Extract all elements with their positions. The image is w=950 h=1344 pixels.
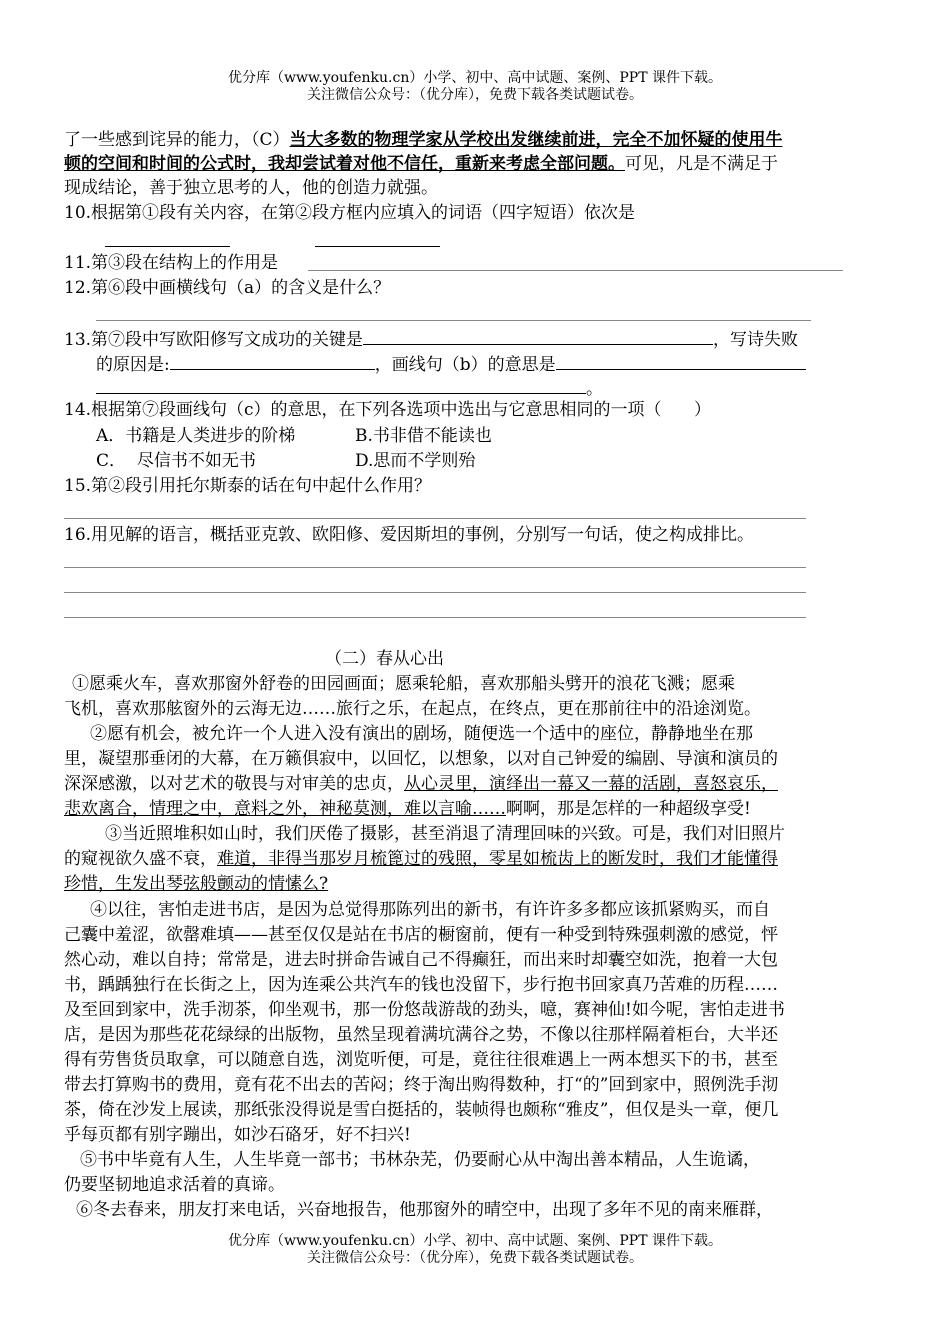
paragraph-line: 得有劳售货员取拿，可以随意自选，浏览听便，可是，竟往往很难遇上一两本想买下的书，甚至 [64, 1050, 778, 1070]
paragraph-line: ③当近照堆积如山时，我们厌倦了摄影，甚至消退了清理回味的兴致。可是，我们对旧照片 [105, 824, 785, 844]
footer-line-2: 关注微信公众号：（优分库），免费下载各类试题试卷。 [307, 1250, 643, 1266]
header-line-2: 关注微信公众号：（优分库），免费下载各类试题试卷。 [307, 87, 643, 103]
paragraph-line: 仍要坚韧地追求活着的真谛。 [64, 1175, 285, 1195]
paragraph-line: 乎每页都有别字蹦出，如沙石硌牙，好不扫兴! [64, 1125, 411, 1145]
footer-line-1: 优分库（www.youfenku.cn）小学、初中、高中试题、案例、PPT 课件下载。 [227, 1233, 722, 1249]
paragraph-line: 的窥视欲久盛不衰，难道，非得当那岁月梳篦过的残照，零星如梳齿上的断发时，我们才能懂得 [64, 849, 778, 869]
answer-line-q12[interactable] [96, 320, 811, 321]
paragraph-line: ⑥冬去春来，朋友打来电话，兴奋地报告，他那窗外的晴空中，出现了多年不见的南来雁群， [76, 1200, 773, 1220]
passage-line: 顿的空间和时间的公式时，我却尝试着对他不信任，重新来考虑全部问题。可见，凡是不满足于 [64, 154, 778, 174]
paragraph-line [64, 872, 328, 896]
paragraph-line: 里，凝望那垂闭的大幕，在万籁俱寂中，以回忆，以想象，以对自己钟爱的编剧、导演和演员的 [64, 749, 778, 769]
paragraph-line: 悲欢离合，情理之中，意料之外，神秘莫测，难以言喻……啊啊，那是怎样的一种超级享受! [64, 799, 751, 819]
answer-line-q16[interactable] [64, 617, 806, 618]
passage-line: 现成结论，善于独立思考的人，他的创造力就强。 [64, 178, 438, 198]
underlined-sentence: 珍惜，生发出琴弦般颤动的情愫么? [64, 874, 329, 894]
paragraph-line: ⑤书中毕竟有人生，人生毕竟一部书；书林杂芜，仍要耐心从中淘出善本精品，人生诡谲， [80, 1150, 760, 1170]
paragraph-line: 然心动，难以自持；常常是，进去时拼命告诫自己不得癫狂，而出来时却囊空如洗，抱着一大包 [64, 950, 778, 970]
question-11: 11.第③段在结构上的作用是 [64, 253, 279, 273]
underlined-sentence: 从心灵里，演绎出一幕又一幕的活剧，喜怒哀乐， [404, 774, 778, 794]
underlined-sentence-c: 当大多数的物理学家从学校出发继续前进，完全不加怀疑的使用牛 [289, 130, 783, 150]
answer-line-q15[interactable] [64, 518, 806, 519]
underlined-sentence: 难道，非得当那岁月梳篦过的残照，零星如梳齿上的断发时，我们才能懂得 [217, 849, 778, 869]
answer-blank-q13-4[interactable] [96, 375, 586, 394]
question-14: 14.根据第⑦段画线句（c）的意思，在下列各选项中选出与它意思相同的一项（ ） [64, 400, 711, 420]
option-a: A．书籍是人类进步的阶梯 [96, 426, 296, 446]
paragraph-line: ④以往，害怕走进书店，是因为总觉得那陈列出的新书，有许许多多都应该抓紧购买，而自 [90, 900, 770, 920]
answer-line-q11[interactable] [308, 270, 843, 271]
answer-blank-q13-3[interactable] [556, 351, 806, 370]
underlined-sentence: 悲欢离合，情理之中，意料之外，神秘莫测，难以言喻…… [64, 799, 506, 819]
paragraph-line: 深深感激，以对艺术的敬畏与对审美的忠贞，从心灵里，演绎出一幕又一幕的活剧，喜怒哀乐， [64, 774, 778, 794]
underlined-sentence-c-cont: 顿的空间和时间的公式时，我却尝试着对他不信任，重新来考虑全部问题。 [64, 154, 625, 174]
answer-line-q16[interactable] [64, 567, 806, 568]
option-c: C． 尽信书不如无书 [96, 451, 256, 471]
header-line-1: 优分库（www.youfenku.cn）小学、初中、高中试题、案例、PPT 课件下载。 [227, 70, 722, 86]
question-13-cont: 。 [96, 375, 603, 401]
option-d: D.思而不学则殆 [355, 451, 476, 471]
answer-blank-2[interactable] [315, 228, 440, 247]
passage-line: 了一些感到诧异的能力，（C）当大多数的物理学家从学校出发继续前进，完全不加怀疑的使用牛 [64, 130, 783, 150]
paragraph-line: 书，踽踽独行在长街之上，因为连乘公共汽车的钱也没留下，步行抱书回家真乃苦难的历程…… [64, 975, 778, 995]
question-15: 15.第②段引用托尔斯泰的话在句中起什么作用？ [64, 476, 432, 496]
answer-blank-q13-1[interactable] [363, 326, 713, 345]
question-12: 12.第⑥段中画横线句（a）的含义是什么？ [64, 278, 391, 298]
question-16: 16.用见解的语言，概括亚克敦、欧阳修、爱因斯坦的事例，分别写一句话，使之构成排比。 [64, 525, 755, 545]
question-13: 13.第⑦段中写欧阳修写文成功的关键是 ，写诗失败 [64, 326, 798, 352]
paragraph-line: 己囊中羞涩，欲罄难填——甚至仅仅是站在书店的橱窗前，便有一种受到特殊强刺激的感觉，怦 [64, 925, 778, 945]
paragraph-line: 飞机，喜欢那舷窗外的云海无边……旅行之乐，在起点，在终点，更在那前往中的沿途浏览。 [64, 699, 761, 719]
question-10: 10.根据第①段有关内容，在第②段方框内应填入的词语（四字短语）依次是 [64, 203, 636, 223]
section-title: （二）春从心出 [325, 649, 444, 669]
paragraph-line: 店，是因为那些花花绿绿的出版物，虽然呈现着满坑满谷之势，不像以往那样隔着柜台，大半还 [64, 1025, 778, 1045]
question-13-cont: 的原因是: ，画线句（b）的意思是 [96, 351, 806, 377]
paragraph-line: 茶，倚在沙发上展读，那纸张没得说是雪白挺括的，装帧得也颇称“雅皮”，但仅是头一章，便几 [64, 1100, 779, 1120]
paragraph-line: 带去打算购书的费用，竟有花不出去的苦闷；终于淘出购得数种，打“的”回到家中，照例洗手沏 [64, 1075, 779, 1095]
answer-blank-1[interactable] [105, 228, 230, 247]
paragraph-line: ②愿有机会，被允许一个人进入没有演出的剧场，随便选一个适中的座位，静静地坐在那 [90, 724, 753, 744]
option-b: B.书非借不能读也 [355, 426, 492, 446]
answer-line-q16[interactable] [64, 592, 806, 593]
paragraph-line: ①愿乘火车，喜欢那窗外舒卷的田园画面；愿乘轮船，喜欢那船头劈开的浪花飞溅；愿乘 [72, 674, 735, 694]
paragraph-line: 及至回到家中，洗手沏茶，仰坐观书，那一份悠哉游哉的劲头，噫，赛神仙!如今呢，害怕走进书 [64, 1000, 785, 1020]
answer-blank-q13-2[interactable] [170, 351, 375, 370]
